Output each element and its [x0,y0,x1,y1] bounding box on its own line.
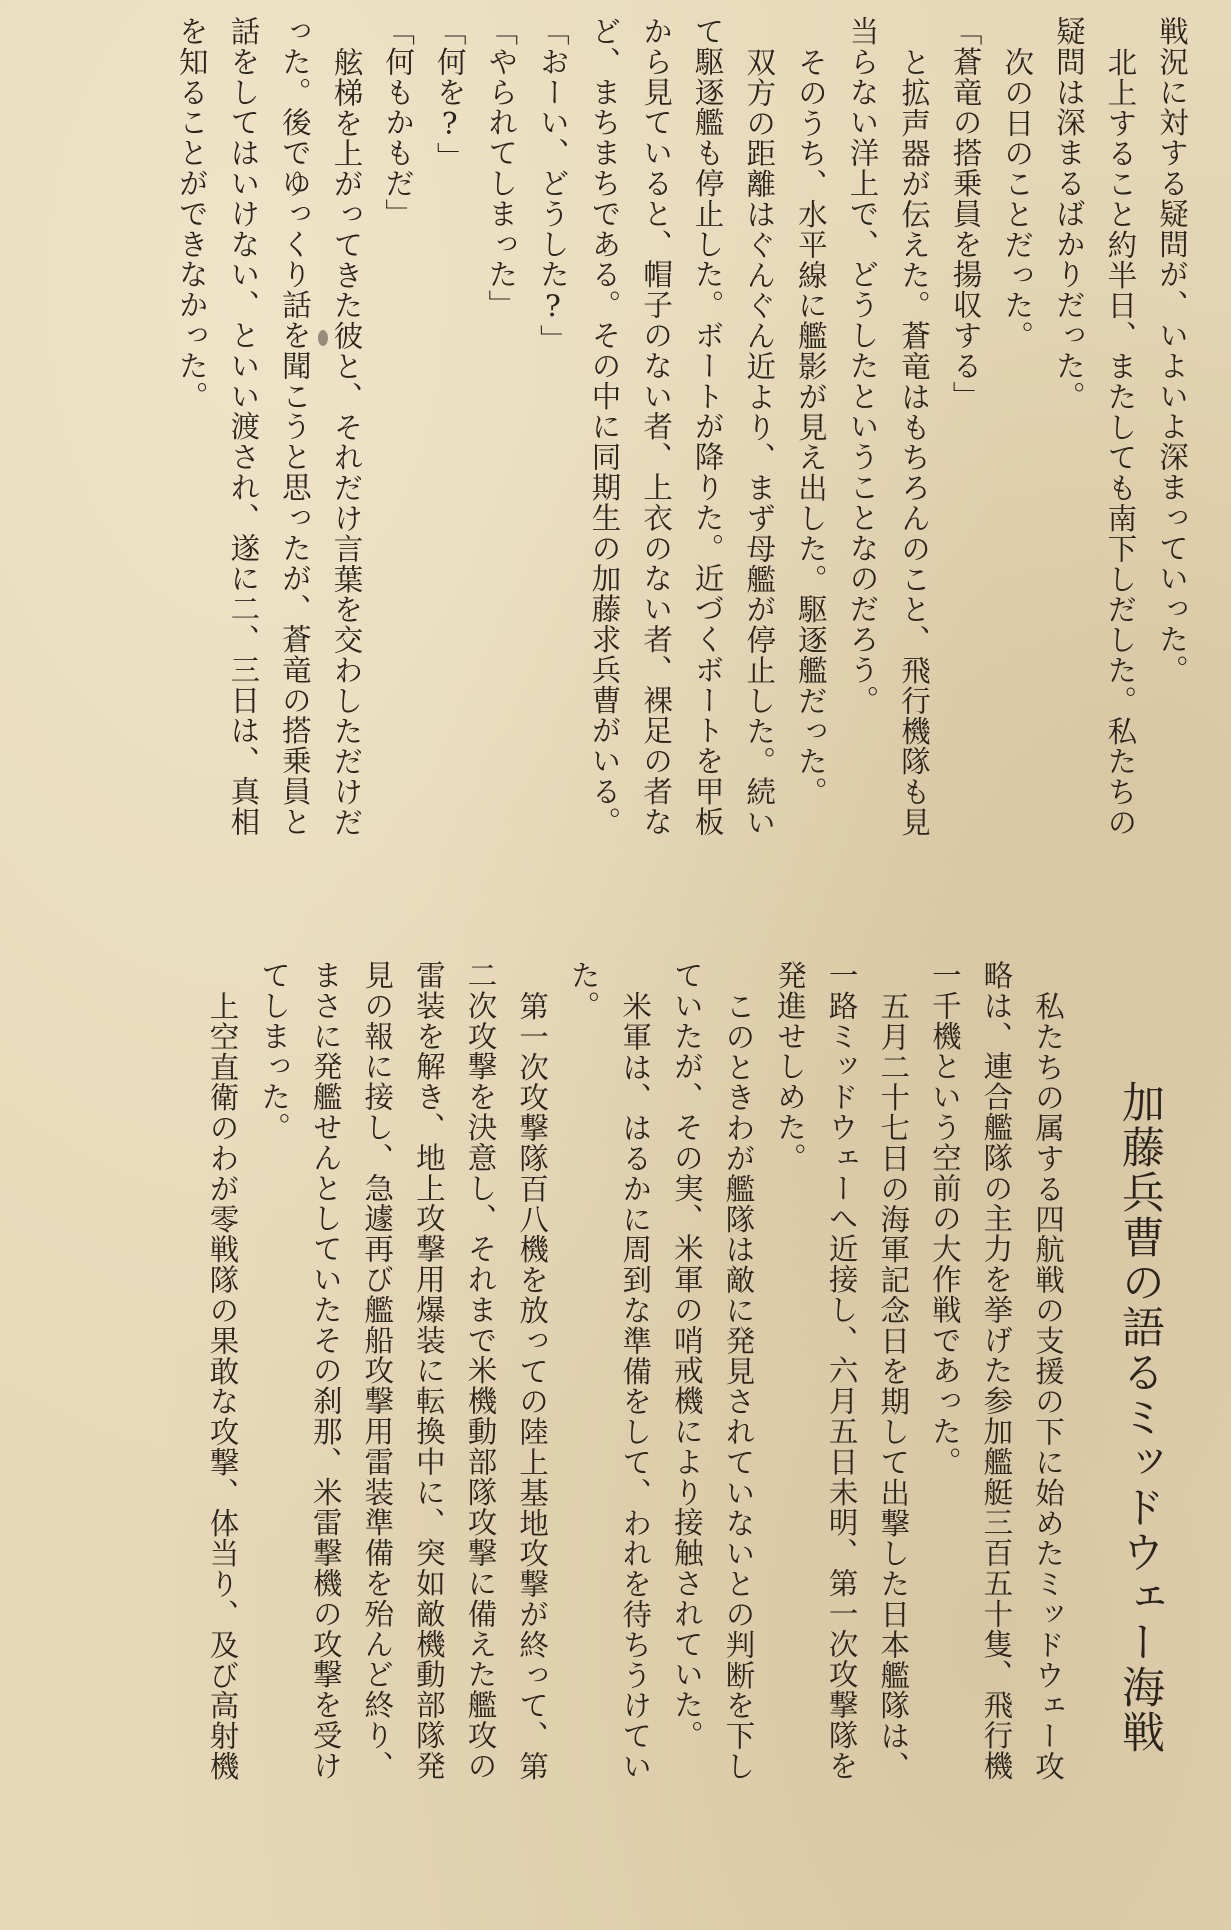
text-column: 上空直衛のわが零戦隊の果敢な攻撃、体当り、及び高射機 [205,991,240,1782]
text-column: ど、まちまちである。その中に同期生の加藤求兵曹がいる。 [587,16,622,837]
text-column: このときわが艦隊は敵に発見されていないとの判断を下し [721,991,756,1782]
text-column: 「やられてしまった」 [484,16,519,320]
text-column: と拡声器が伝えた。蒼竜はもちろんのこと、飛行機隊も見 [897,47,932,838]
bottom-text-block [0,960,1231,1910]
text-column: そのうち、水平線に艦影が見え出した。駆逐艦だった。 [793,47,828,807]
text-column: 双方の距離はぐんぐん近より、まず母艦が停止した。続い [742,47,777,838]
text-column: 第一次攻撃隊百八機を放っての陸上基地攻撃が終って、第 [515,991,550,1782]
text-column: 次の日のことだった。 [1000,47,1035,351]
text-column: った。後でゆっくり話を聞こうと思ったが、蒼竜の搭乗員と [277,16,312,837]
text-column: 「おーい、どうした?」 [535,16,570,355]
text-column: 略は、連合艦隊の主力を挙げた参加艦艇三百五十隻、飛行機 [979,960,1014,1781]
text-column: 一路ミッドウェーへ近接し、六月五日未明、第一次攻撃隊を [824,960,859,1781]
text-column: 五月二十七日の海軍記念日を期して出撃した日本艦隊は、 [876,991,911,1782]
text-column: 発進せしめた。 [773,960,808,1173]
text-column: 疑問は深まるばかりだった。 [1051,16,1086,412]
text-column: て駆逐艦も停止した。ボートが降りた。近づくボートを甲板 [690,16,725,837]
text-column: 当らない洋上で、どうしたということなのだろう。 [845,16,880,716]
top-text-block [0,16,1231,916]
text-column: 「蒼竜の搭乗員を揚収する」 [948,16,983,412]
text-column: 「何を?」 [432,16,467,173]
section-heading: 加藤兵曹の語るミッドウェー海戦 [1115,1080,1165,1755]
text-column: 米軍は、はるかに周到な準備をして、われを待ちうけてい [618,991,653,1782]
text-column: 舷梯を上がってきた彼と、それだけ言葉を交わしただけだ [329,47,364,838]
text-column: 「何もかもだ」 [381,16,416,229]
text-column: を知ることができなかった。 [174,16,209,412]
text-column: 見の報に接し、急遽再び艦船攻撃用雷装準備を殆んど終り、 [360,960,395,1781]
text-column: た。 [566,960,601,1021]
text-column: ていたが、その実、米軍の哨戒機により接触されていた。 [669,960,704,1751]
text-column: 二次攻撃を決意し、それまで米機動部隊攻撃に備えた艦攻の [463,960,498,1781]
text-column: まさに発艦せんとしていたその刹那、米雷撃機の攻撃を受け [308,960,343,1781]
text-column: 雷装を解き、地上攻撃用爆装に転換中に、突如敵機動部隊発 [411,960,446,1781]
text-column: 戦況に対する疑問が、いよいよ深まっていった。 [1155,16,1189,685]
text-column: 私たちの属する四航戦の支援の下に始めたミッドウェー攻 [1031,991,1065,1782]
text-column: 一千機という空前の大作戦であった。 [927,960,962,1477]
text-column: 北上すること約半日、またしても南下しだした。私たちの [1103,47,1138,838]
text-column: 話をしてはいけない、といい渡され、遂に二、三日は、真相 [226,16,261,837]
text-column: てしまった。 [257,960,292,1143]
text-column: から見ていると、帽子のない者、上衣のない者、裸足の者な [639,16,674,837]
